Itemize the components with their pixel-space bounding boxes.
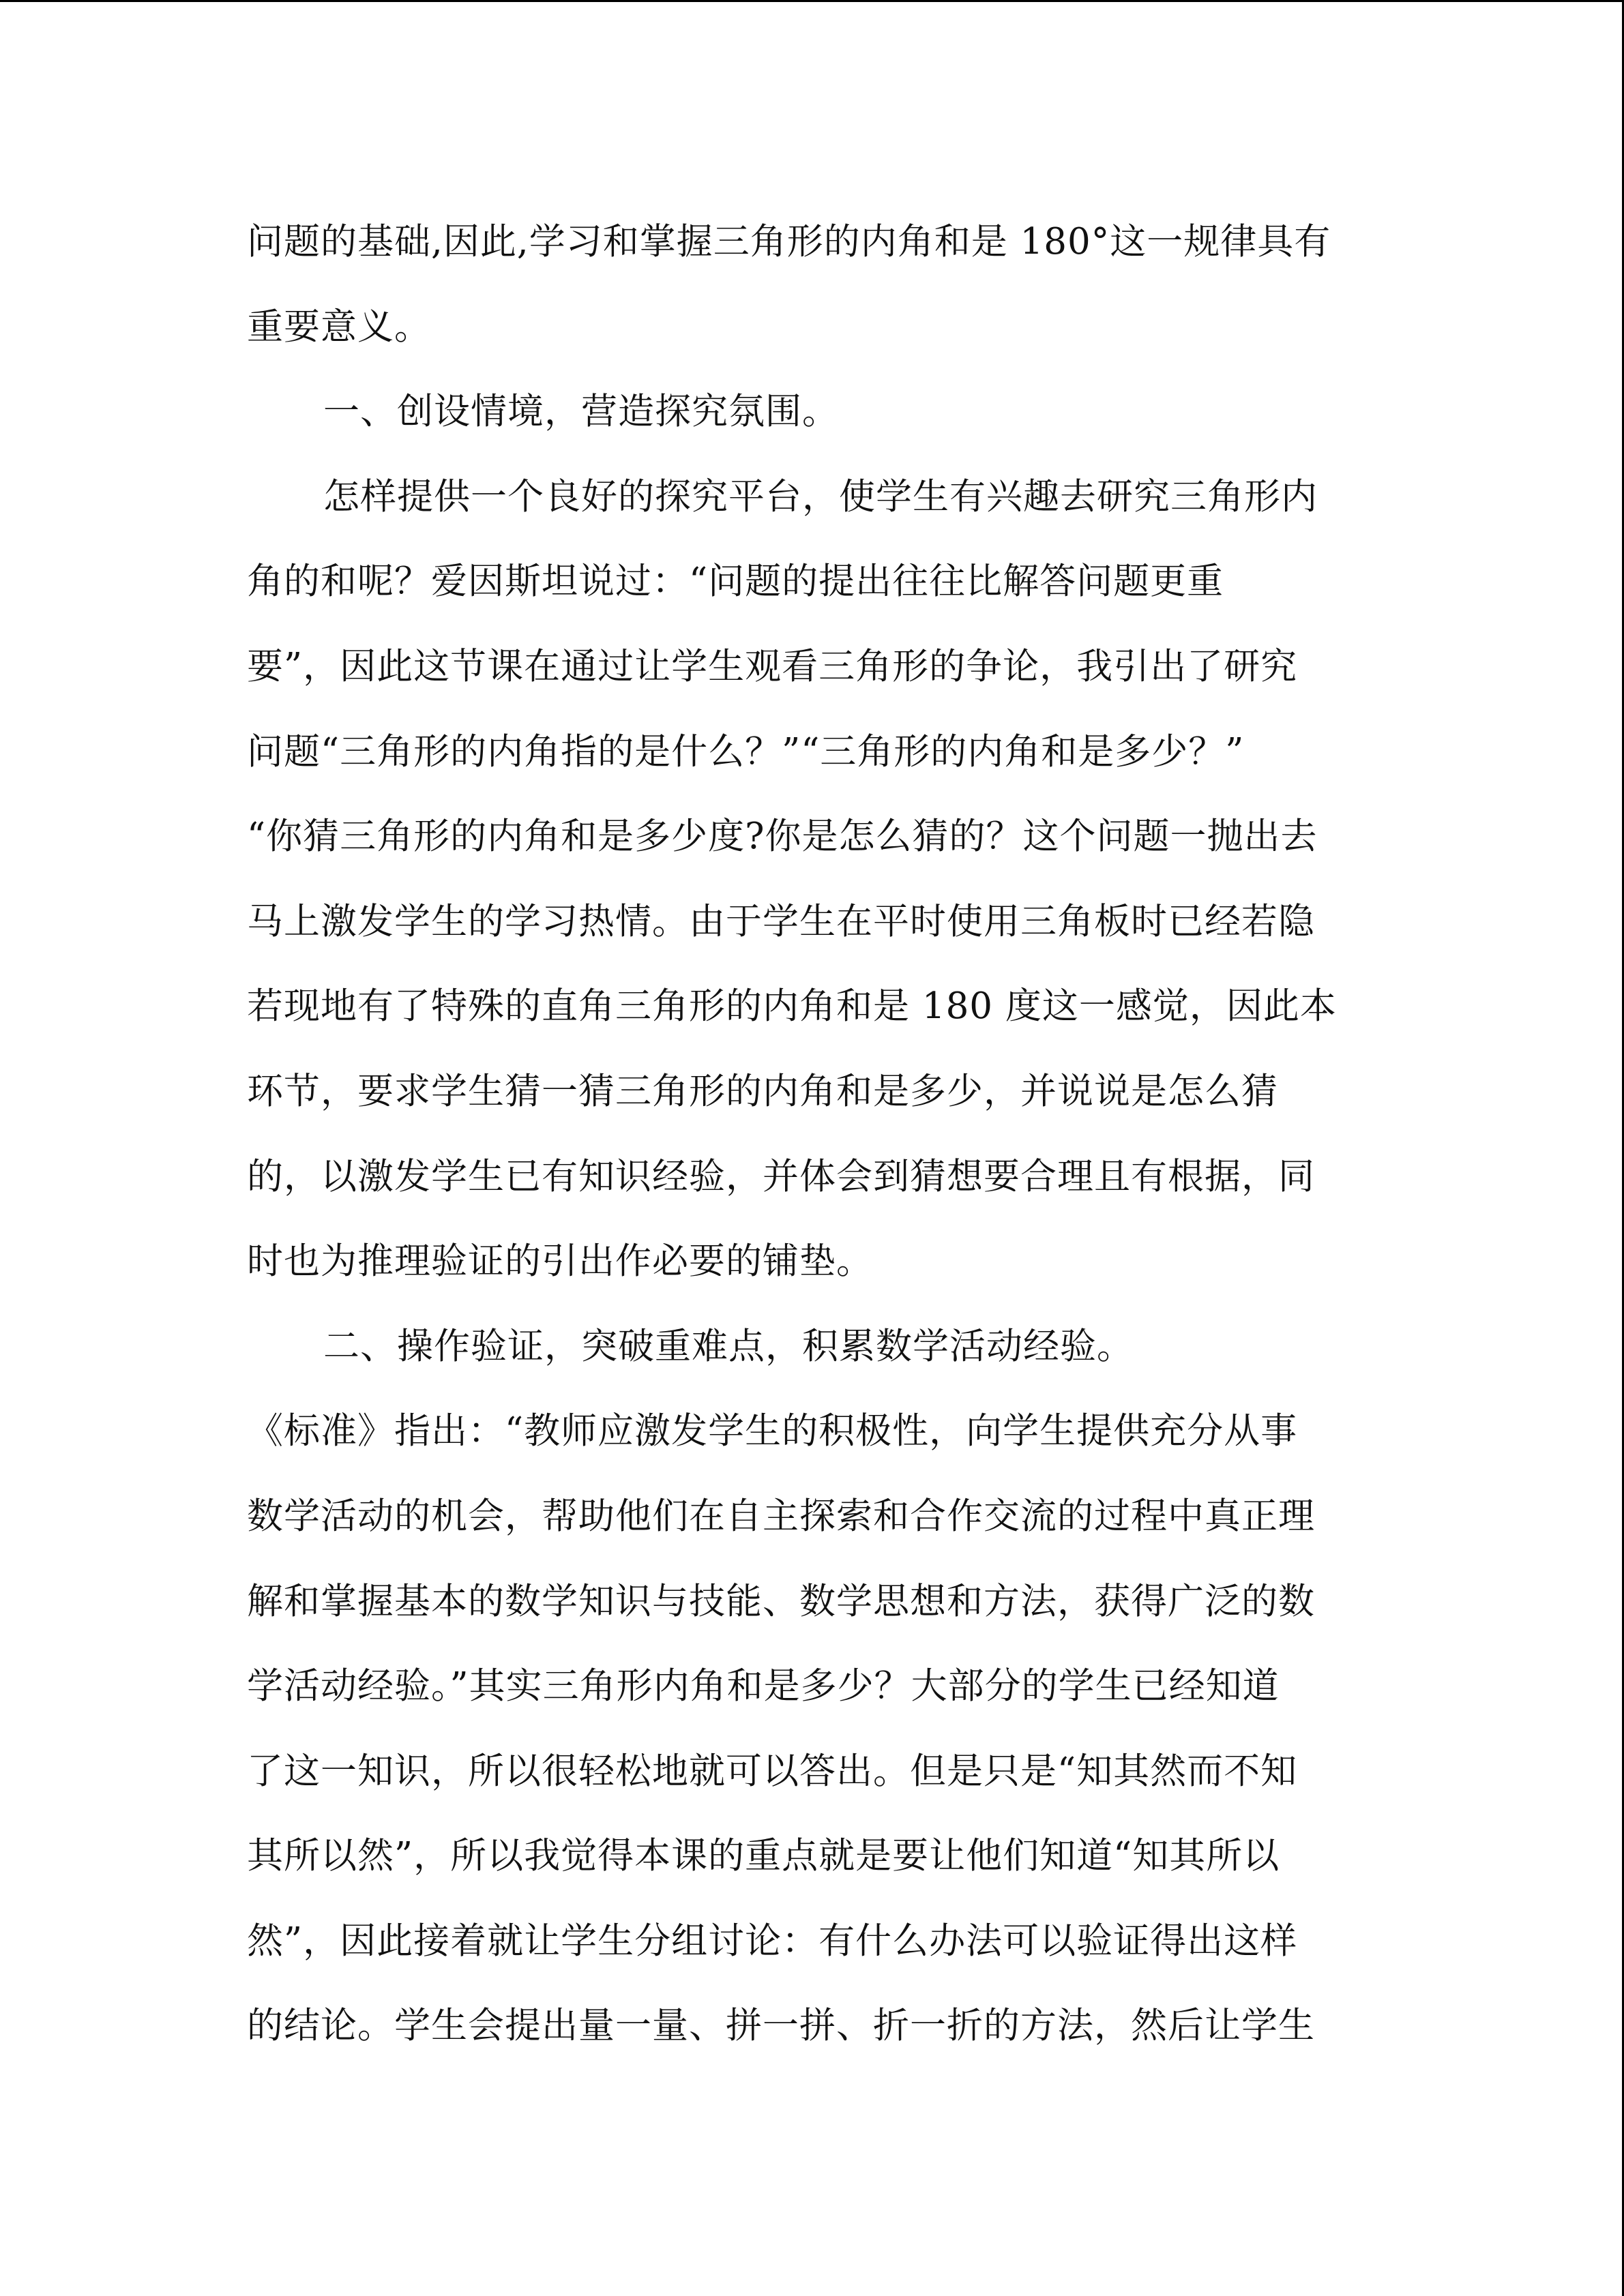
text-line: 环节，要求学生猜一猜三角形的内角和是多少，并说说是怎么猜 [247,1070,1278,1112]
text-line: “你猜三角形的内角和是多少度?你是怎么猜的？这个问题一抛出去 [247,816,1318,858]
text-line: 数学活动的机会，帮助他们在自主探索和合作交流的过程中真正理 [247,1495,1315,1537]
text-line: 角的和呢？爱因斯坦说过：“问题的提出往往比解答问题更重 [247,561,1224,603]
text-line: 重要意义。 [247,305,431,348]
text-line: 学活动经验。”其实三角形内角和是多少？大部分的学生已经知道 [247,1665,1280,1708]
paragraph-start: 怎样提供一个良好的探究平台，使学生有兴趣去研究三角形内 [323,475,1318,518]
text-line: 了这一知识，所以很轻松地就可以答出。但是只是“知其然而不知 [247,1750,1298,1792]
text-line: 问题“三角形的内角指的是什么？”“三角形的内角和是多少？” [247,730,1245,773]
text-line: 其所以然”，所以我觉得本课的重点就是要让他们知道“知其所以 [247,1835,1280,1877]
text-line: 马上激发学生的学习热情。由于学生在平时使用三角板时已经若隐 [247,900,1315,942]
text-line: 《标准》指出：“教师应激发学生的积极性，向学生提供充分从事 [247,1410,1298,1452]
section-heading-1: 一、创设情境，营造探究氛围。 [323,391,839,433]
text-line: 然”，因此接着就让学生分组讨论：有什么办法可以验证得出这样 [247,1920,1298,1962]
text-line: 问题的基础,因此,学习和掌握三角形的内角和是 180°这一规律具有 [247,221,1331,263]
text-line: 时也为推理验证的引出作必要的铺垫。 [247,1240,873,1283]
text-line: 解和掌握基本的数学知识与技能、数学思想和方法，获得广泛的数 [247,1580,1315,1622]
body-text [247,200,1379,2069]
text-line: 的结论。学生会提出量一量、拼一拼、折一折的方法，然后让学生 [247,2005,1315,2047]
section-heading-2: 二、操作验证，突破重难点，积累数学活动经验。 [323,1325,1134,1367]
text-line: 若现地有了特殊的直角三角形的内角和是 180 度这一感觉，因此本 [247,985,1337,1028]
text-line: 的，以激发学生已有知识经验，并体会到猜想要合理且有根据，同 [247,1155,1315,1197]
text-line: 要”，因此这节课在通过让学生观看三角形的争论，我引出了研究 [247,645,1298,687]
